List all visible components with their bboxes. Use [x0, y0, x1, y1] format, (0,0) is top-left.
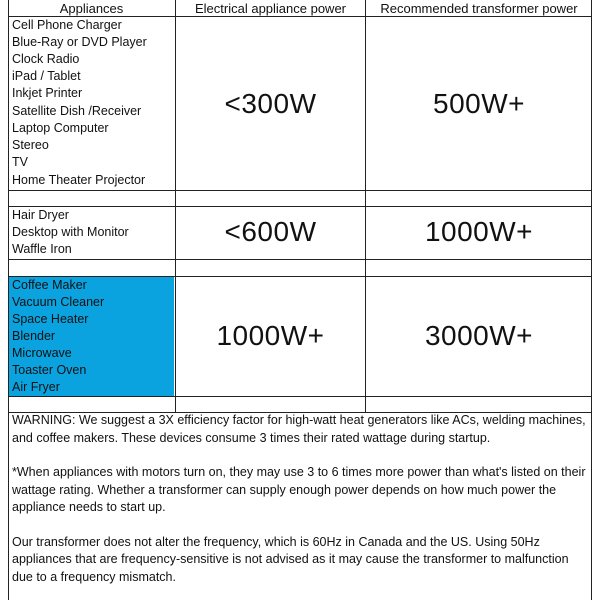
- appliance-item: Cell Phone Charger: [12, 18, 122, 32]
- warning-text: We suggest a 3X efficiency factor for high-watt heat generators like ACs, welding machines, and coffee makers. These devices consume 3 times their rated wattage during startup.: [12, 413, 586, 445]
- appliance-power-value: 1000W+: [216, 320, 325, 351]
- appliance-item: Stereo: [12, 138, 49, 152]
- appliance-power-value: <600W: [224, 216, 317, 247]
- transformer-power-value: 3000W+: [424, 320, 534, 351]
- transformer-power-value: 1000W+: [424, 216, 534, 247]
- appliance-item: Blue-Ray or DVD Player: [12, 35, 147, 49]
- appliance-item: Vacuum Cleaner: [9, 294, 174, 311]
- header-appliances: Appliances: [8, 0, 175, 17]
- appliance-item: Waffle Iron: [12, 242, 72, 256]
- appliance-item: Desktop with Monitor: [12, 225, 129, 239]
- motor-note: *When appliances with motors turn on, they may use 3 to 6 times more power than what's listed on their wattage rating. Whether a transformer can supply enough power depends on how much power the appliance needs to start up.: [12, 465, 586, 514]
- group-divider: [8, 190, 592, 191]
- appliance-item: Laptop Computer: [12, 121, 109, 135]
- appliance-item: iPad / Tablet: [12, 69, 81, 83]
- appliance-item: Inkjet Printer: [12, 86, 83, 100]
- appliance-item: TV: [12, 155, 28, 169]
- warning-label: WARNING:: [12, 413, 76, 427]
- appliance-item: Air Fryer: [9, 379, 174, 396]
- appliance-item: Coffee Maker: [9, 277, 174, 294]
- frequency-note: Our transformer does not alter the frequency, which is 60Hz in Canada and the US. Using 50Hz appliances that are frequency-sensitive is not advised as it may cause the transformer to malfunction due to a frequency mismatch.: [12, 534, 569, 584]
- group-divider: [8, 396, 592, 397]
- header-appliance-power: Electrical appliance power: [175, 0, 365, 17]
- transformer-power-value: 500W+: [433, 88, 525, 119]
- appliance-item: Satellite Dish /Receiver: [12, 104, 142, 118]
- appliance-item: Toaster Oven: [9, 362, 174, 379]
- appliance-power-value: <300W: [224, 88, 317, 119]
- notes-section: [9, 412, 591, 600]
- appliance-item: Clock Radio: [12, 52, 80, 66]
- appliance-item: Home Theater Projector: [12, 173, 146, 187]
- appliance-item: Microwave: [9, 345, 174, 362]
- appliance-item: Hair Dryer: [12, 208, 69, 222]
- warning-note: [12, 412, 587, 447]
- appliance-item: Blender: [9, 328, 174, 345]
- group-divider: [8, 259, 592, 260]
- header-transformer-power: Recommended transformer power: [365, 0, 592, 17]
- appliance-item: Space Heater: [9, 311, 174, 328]
